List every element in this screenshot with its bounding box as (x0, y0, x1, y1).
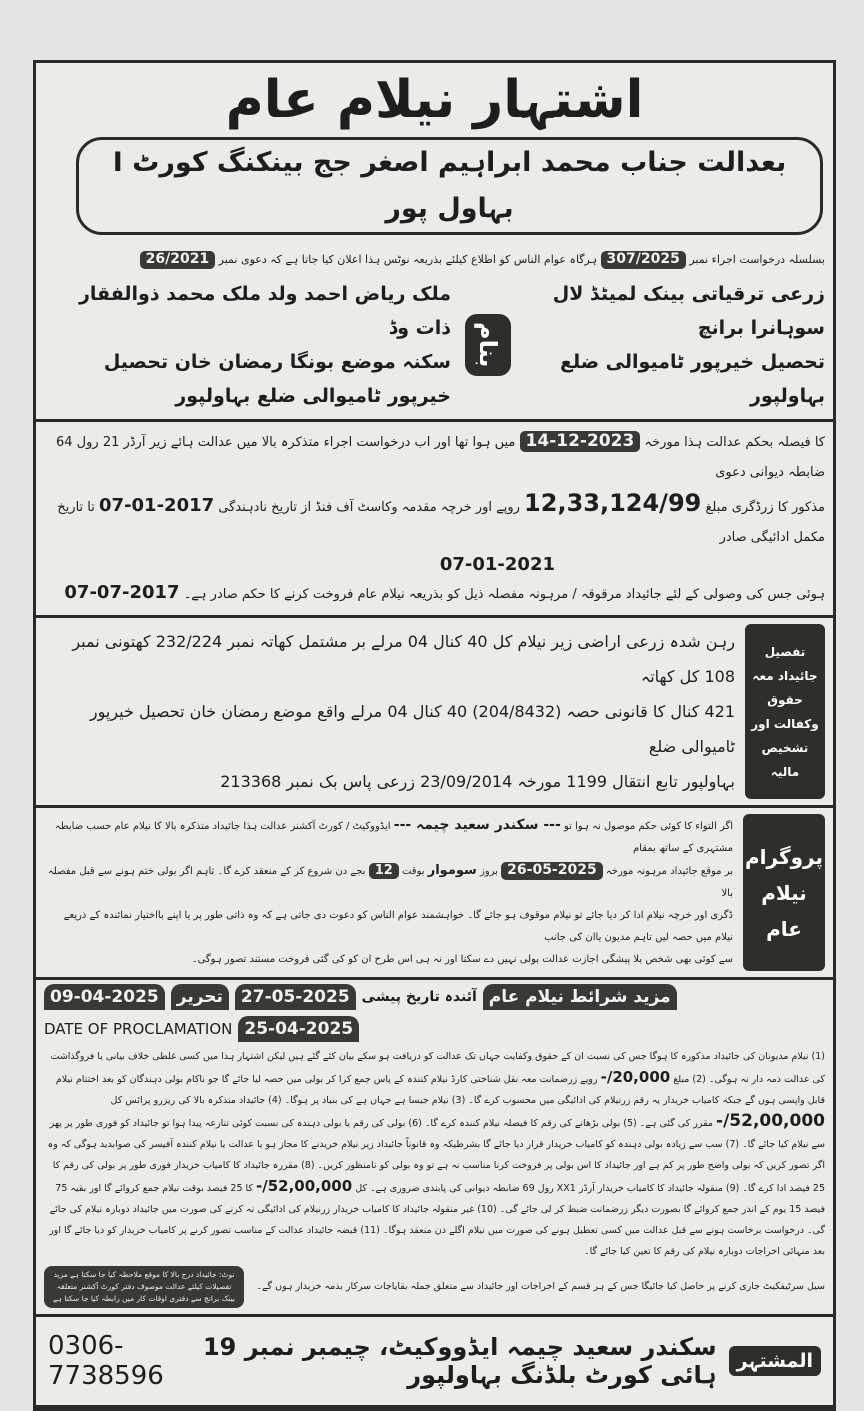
notice-title: اشتہار نیلام عام (225, 70, 644, 130)
auction-notice (33, 60, 836, 1411)
program-section (36, 808, 833, 980)
property-line: رہن شدہ زرعی اراضی زیر نیلام کل 40 کنال 04 مرلے بر مشتمل کھاتہ نمبر 232/224 کھتونی نمبر 108 کل کھاتہ (72, 632, 735, 686)
advertiser-label: المشتہر (729, 1346, 821, 1376)
program-text: بروز (480, 866, 498, 877)
proclamation-date: 25-04-2025 (238, 1016, 359, 1042)
written-label: تحریر (171, 984, 229, 1010)
decision-text: کا فیصلہ بحکم عدالت ہذا مورخہ (644, 435, 825, 450)
decision-text: روپے اور خرچہ مقدمہ وکاسٹ آف فنڈ از تاریخ نادہندگی (218, 500, 520, 515)
condition-text: روپے زرضمانت معہ نقل شناختی کارڈ نیلام کنندہ کے پاس جمع کرا کر بولی میں حصہ لیا جائے گا جو ناکام بولی دہندگان کو بعد اختتام نیلام قابل واپسی ہوں گے جبکہ کامیاب خریدار یہ رقم زرنیلام کی ادائیگی میں محسوب کرے گا۔ (3) نیلام جیسا ہے جہاں ہے کی بنیاد پر ہوگا۔ (4) جائیداد متذکرہ بالا کی ریزرو پرائس کل (55, 1074, 825, 1106)
property-details (44, 624, 735, 799)
defendant-line: سکنہ موضع بونگا رمضان خان تحصیل خیرپور ٹامیوالی ضلع بہاولپور (103, 351, 451, 407)
program-details (44, 814, 733, 971)
versus-badge: بنام (465, 314, 511, 375)
program-text: سے کوئی بھی شخص بلا پیشگی اجازت عدالت بولی نہیں دے سکتا اور نہ ہی اس طرح ان کو کی گئی فروخت مستند تصور ہوگی۔ (191, 954, 733, 965)
property-line: بہاولپور تابع انتقال 1199 مورخہ 23/09/2014 زرعی پاس بک نمبر 213368 (220, 772, 735, 791)
program-text: بوقت (401, 866, 425, 877)
conditions-last: سیل سرٹیفکیٹ جاری کرنے پر حاصل کیا جائیگا جس کے ہر قسم کے اخراجات اور جائیداد سے متعلق جملہ بقایاجات سرکار بذمہ خریدار ہوں گے۔ (256, 1281, 825, 1292)
decision-section (36, 422, 833, 618)
plaintiff-line: زرعی ترقیاتی بینک لمیٹڈ لال سوہانرا برانچ (552, 283, 825, 339)
reserve-price-2: 52,00,000/- (255, 1177, 353, 1195)
defendant (44, 277, 451, 413)
default-date: 07-01-2017 (99, 495, 215, 516)
conditions-text (36, 1042, 833, 1262)
program-label-text: پروگرام نیلام عام (745, 844, 823, 941)
reserve-price: 52,00,000/- (716, 1111, 825, 1131)
next-hearing-label: آئندہ تاریخ پیشی (361, 989, 477, 1005)
decision-text: مذکور کا زرڈگری مبلغ (705, 500, 825, 515)
plaintiff (525, 277, 825, 413)
condition-text: کا 25 فیصد بوقت نیلام جمع کروائے گا اور بقیہ 75 فیصد 15 یوم کے اندر جمع کروائے گا بصورت دیگر زرضمانت ضبط کر لی جائے گی۔ (10) غیر منقولہ جائیداد کا کامیاب خریدار زرنیلام کی ادائیگی نہ کرنے کی صورت میں جائیداد دوبارہ نیلام کی جائے گی۔ درخواست برخاست ہونے سے قبل عدالت میں کسی تعطیل ہونے کی صورت میں نیلام اگلے دن منعقد ہوگا۔ (11) قبضہ جائیداد عدالت کے مناسب تصور کرنے پر کامیاب خریدار کو دیا جائے گا اور بعد منہائی اخراجات دوبارہ نیلام کی رقم کا تعین کیا جائے گا۔ (49, 1183, 825, 1257)
property-section (36, 618, 833, 808)
execution-number: 307/2025 (601, 251, 686, 269)
suit-number: 26/2021 (140, 251, 216, 269)
defendant-line: ملک ریاض احمد ولد ملک محمد ذوالفقار ذات وڈ (78, 283, 451, 339)
condition-text: مقرر کی گئی ہے۔ (5) بولی بڑھانے کی رقم کا فیصلہ نیلام کنندہ کرے گا۔ (6) بولی کی رقم یا بولی دہندہ کی نسبت کوئی تنازعہ پیدا ہوا تو جائیداد کو فوری طور پر پھر سے نیلام کیا جائے گا۔ (7) سب سے زیادہ بولی دہندہ کو کامیاب خریدار قرار دیا جائے گا بشرطیکہ وہ قانوناً جائیداد زیر نیلام خریدنے کا مجاز ہو یا عدالت یا نیلام کنندہ آفیسر کی صوابدید ہوگی کہ وہ اگر تصور کریں کہ بولی واضح طور پر کم ہے اور جائیداد کا اس بولی پر فروخت کرنا مناسب نہ ہے تو وہ بولی کو نامنظور کریں۔ (8) مقررہ جائیداد کا کامیاب خریدار فوری طور پر بولی کی رقم کا 25 فیصد ادا کرے گا۔ (9) منقولہ جائیداد کا کامیاب خریدار آرڈر XX1 رول 69 ضابطہ دیوانی کی پابندی ضروری ہے۔ کل (47, 1118, 825, 1194)
decision-text: ہوئی جس کی وصولی کے لئے جائیداد مرقوقہ / مرہونہ مفصلہ ذیل کو بذریعہ نیلام عام فروخت کرنے کا حکم صادر ہے۔ (183, 587, 825, 602)
date-3: 07-07-2017 (64, 582, 180, 603)
advertiser-address: سکندر سعید چیمہ ایڈووکیٹ، چیمبر نمبر 19 ہائی کورٹ بلڈنگ بہاولپور (202, 1333, 717, 1389)
parties (44, 277, 825, 413)
property-line: 421 کنال کا قانونی حصہ (204/8432) 40 کنال 04 مرلے واقع موضع رمضان خان تحصیل خیرپور ٹامیوالی ضلع (89, 702, 735, 756)
auction-time: 12 (369, 863, 399, 879)
intro-prefix: بسلسلہ درخواست اجراء نمبر (689, 253, 825, 266)
security-fee: 20,000/- (600, 1068, 671, 1086)
decision-text: تا تاریخ مکمل ادائیگی صادر (57, 500, 825, 545)
program-text: اگر التواء کا کوئی حکم موصول نہ ہوا تو (563, 821, 733, 832)
program-text: ایڈووکیٹ / کورٹ آکشنر عدالت ہذا جائیداد متذکرہ بالا کا نیلام عام حسب ضابطہ مشتہری کے ساتھ بمقام (54, 821, 733, 854)
advertiser-phone: 0306-7738596 (48, 1331, 164, 1391)
decision-text: میں ہوا تھا اور اب درخواست اجراء متذکرہ بالا میں عدالت ہائے زیر آرڈر 21 رول 64 ضابطہ دیوانی دعوی (56, 435, 825, 480)
advertiser-footer (36, 1317, 833, 1408)
conditions-section (36, 980, 833, 1317)
written-date: 09-04-2025 (44, 984, 165, 1010)
decree-date: 14-12-2023 (520, 431, 641, 452)
intro-line (44, 247, 825, 273)
program-label (743, 814, 825, 971)
notice-heading (36, 63, 833, 241)
intro-middle: ہرگاہ عوام الناس کو اطلاع کیلئے بذریعہ نوٹس ہذا اعلان کیا جاتا ہے کہ دعوی نمبر (218, 253, 598, 266)
property-label (745, 624, 825, 799)
program-text: ڈگری اور خرچہ نیلام ادا کر دیا جائے تو نیلام موقوف ہو جائے گا۔ خواہشمند عوام الناس کو دعوت دی جاتی ہے کہ وہ ذاتی طور پر یا اپنے بااختیار نمائندہ کے ذریعے نیلام میں حصہ لیں تاہم مدیون یاان کی جانب (63, 910, 733, 943)
auction-date: 26-05-2025 (501, 862, 603, 880)
note-box: نوٹ: جائیداد درج بالا کا موقع ملاحظہ کیا جا سکتا ہے مزید تفصیلات کیلئے عدالت موصوف دفتر کورٹ آکشنر متعلقہ بینک برانچ سے دفتری اوقات کار میں رابطہ کیا جا سکتا ہے (44, 1266, 244, 1308)
auction-day: سوموار (427, 863, 477, 878)
conditions-header (36, 980, 833, 1042)
proclamation-label: DATE OF PROCLAMATION (44, 1020, 233, 1038)
date-2: 07-01-2021 (439, 554, 555, 575)
program-text: بجے دن شروع کر کے منعقد کرے گا۔ تاہم اگر بولی ختم ہونے سے قبل مفصلہ بالا (47, 866, 733, 899)
conditions-label: مزید شرائط نیلام عام (483, 984, 677, 1010)
condition-text: (1) نیلام مدیونان کی جائیداد مذکورہ کا ہوگا جس کی نسبت ان کے حقوق وکفایت جہاں تک عدالت کو دریافت ہو سکے بیان کئے گئے ہیں لیکن اشتہار ہذا میں کسی غلطی خلاف بیانی یا فروگذاشت کی عدالت ذمہ دار نہ ہوگی۔ (2) مبلغ (50, 1051, 825, 1085)
auctioneer-name: --- سکندر سعید چیمہ --- (393, 817, 561, 833)
next-hearing-date: 27-05-2025 (235, 984, 356, 1010)
court-name: بعدالت جناب محمد ابراہیم اصغر جج بینکنگ کورٹ I بہاول پور (76, 137, 823, 235)
parties-section (36, 241, 833, 422)
program-text: بر موقع جائیداد مرہونہ مورخہ (605, 866, 733, 877)
property-label-text: تفصیل جائیداد معہ حقوق وکفالت اور تشخیص مالیہ (751, 644, 819, 779)
conditions-last-row (36, 1262, 833, 1314)
plaintiff-line: تحصیل خیرپور ٹامیوالی ضلع بہاولپور (559, 351, 825, 407)
decree-amount: 12,33,124/99 (524, 489, 702, 517)
